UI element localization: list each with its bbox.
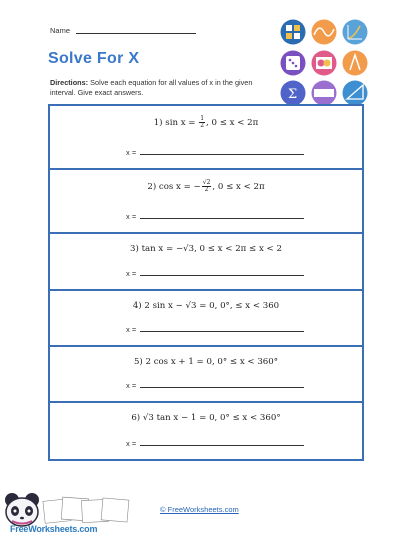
answer-label-1: x = [126, 148, 137, 157]
equation-4: 4) 2 sin x − √3 = 0, 0°, ≤ x < 360 [132, 301, 280, 311]
panda-icon [5, 493, 39, 526]
answer-line-5[interactable] [140, 387, 304, 388]
problem-box-2 [48, 168, 364, 234]
answer-line-4[interactable] [140, 331, 304, 332]
equation-2: 2) cos x = − $\frac{√2}{2}$ , 0 ≤ x < 2π [147, 179, 265, 193]
answer-line-1[interactable] [140, 154, 304, 155]
sigma-icon [281, 81, 306, 106]
problem-box-6 [48, 401, 364, 461]
fraction: $\frac{√2}{2}$ [202, 179, 211, 193]
name-label: Name [50, 26, 71, 35]
equation-1: 1) sin x = $\frac{1}{2}$ , 0 ≤ x < 2π [153, 115, 259, 129]
answer-label-4: x = [126, 325, 137, 334]
name-field [50, 26, 196, 35]
page-title: Solve For X [48, 50, 140, 67]
equation-5: 5) 2 cos x + 1 = 0, 0° ≤ x < 360° [133, 357, 279, 367]
problem-box-3 [48, 232, 364, 291]
worksheet-stack-icon [43, 497, 129, 523]
answer-label-5: x = [126, 381, 137, 390]
ruler-icon [312, 81, 337, 106]
footer-link[interactable]: © FreeWorksheets.com [160, 505, 239, 514]
answer-line-2[interactable] [140, 218, 304, 219]
svg-text:Σ: Σ [288, 87, 298, 102]
name-line [76, 33, 196, 34]
chart-pie-icon [312, 51, 337, 76]
problem-box-1 [48, 104, 364, 170]
problem-box-4 [48, 289, 364, 347]
answer-line-3[interactable] [140, 275, 304, 276]
dice-icon [281, 51, 306, 76]
directions-text: Solve each equation for all values of x in the given interval. Give exact answers. [50, 78, 253, 97]
equation-3: 3) tan x = −√3, 0 ≤ x < 2π ≤ x < 2 [130, 244, 282, 254]
answer-label-3: x = [126, 269, 137, 278]
directions-label: Directions: [50, 78, 89, 87]
answer-label-2: x = [126, 212, 137, 221]
logo-text: FreeWorksheets.com [10, 524, 98, 534]
answer-label-6: x = [126, 439, 137, 448]
axis-curve-icon [343, 20, 368, 45]
compass-icon [343, 51, 368, 76]
fraction: $\frac{1}{2}$ [200, 115, 205, 129]
problem-box-5 [48, 345, 364, 403]
math-icons-grid [280, 19, 370, 105]
triangle-icon [343, 81, 368, 106]
directions [50, 78, 278, 98]
graph-wave-icon [312, 20, 337, 45]
answer-line-6[interactable] [140, 445, 304, 446]
equation-6: 6) √3 tan x − 1 = 0, 0° ≤ x < 360° [131, 413, 281, 423]
calculator-icon [281, 20, 306, 45]
